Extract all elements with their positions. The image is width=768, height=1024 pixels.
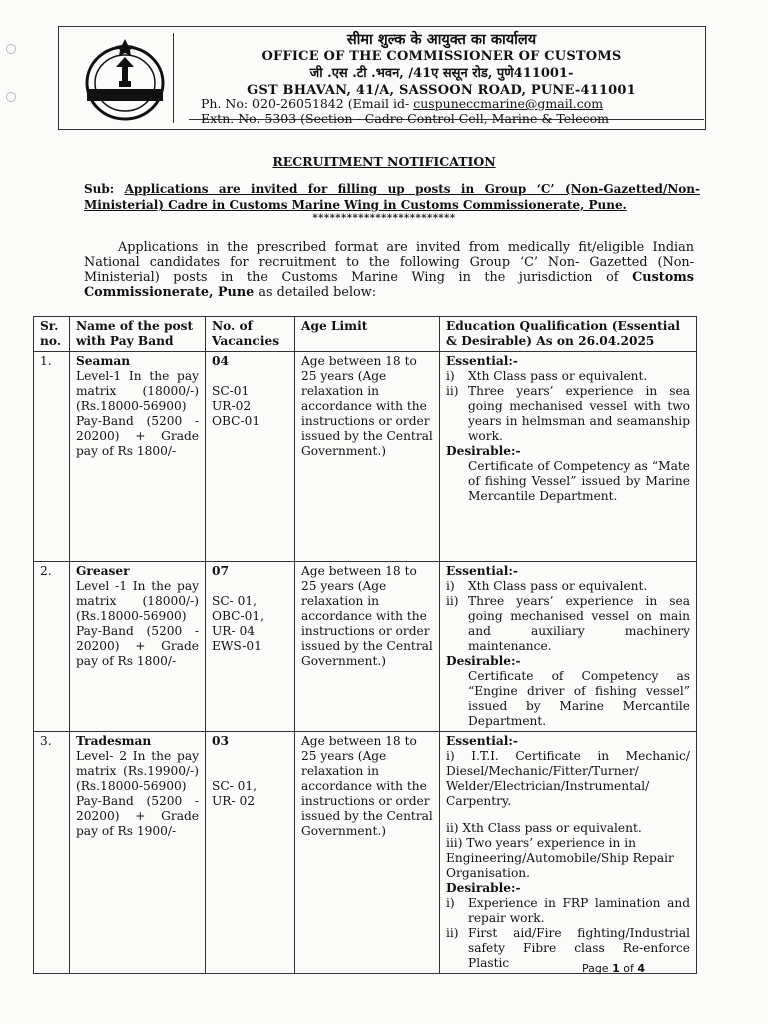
vacancy-break: EWS-01 [212,639,262,653]
notification-title: RECRUITMENT NOTIFICATION [272,154,496,169]
desirable-label: Desirable:- [446,654,521,668]
office-name: OFFICE OF THE COMMISSIONER OF CUSTOMS [261,49,622,64]
list-item: i) Xth Class pass or equivalent. [446,579,648,593]
cell-vacancies [206,562,295,732]
header-post: Name of the post with Pay Band [70,317,206,352]
post-name: Seaman [76,354,131,368]
customs-emblem [77,33,174,123]
desirable-text: Certificate of Competency as “Engine driver of fishing vessel” issued by Marine Mercantile Department. [468,669,690,728]
essential-label: Essential:- [446,354,518,368]
post-detail: Level -1 In the pay matrix (18000/-) (Rs.18000-56900) Pay-Band (5200 - 20200) + Grade pay of Rs 1800/- [76,579,199,668]
essential-label: Essential:- [446,734,518,748]
list-item: ii) First aid/Fire fighting/Industrial safety Fibre class Re-enforce Plastic [446,926,690,970]
header-vacancies: No. of Vacancies [206,317,295,352]
desirable-text: Certificate of Competency as “Mate of fishing Vessel” issued by Marine Mercantile Department. [468,459,690,503]
essential-item: ii) Xth Class pass or equivalent. [446,821,642,835]
essential-list [446,369,690,444]
subject-line [84,181,700,213]
phone-text: Ph. No: 020-26051842 (Email id- [201,96,414,111]
cell-vacancies [206,352,295,562]
desirable-list [446,896,690,971]
header-age: Age Limit [295,317,440,352]
vacancy-total: 03 [212,734,229,748]
cell-age: Age between 18 to 25 years (Age relaxation in accordance with the instructions or order issued by the Central Government.) [295,562,440,732]
vacancy-break: UR- 04 [212,624,255,638]
intro-paragraph: Applications in the prescribed format are invited from medically fit/eligible Indian National candidates for recruitment to the following Group ‘C’ Non- Gazetted (Non-Ministerial) posts in the Customs Marine Wing in the jurisdiction of Customs Commissionerate, Pune as detailed below: [84,240,694,300]
header-education: Education Qualification (Essential & Desirable) As on 26.04.2025 [440,317,697,352]
cell-post [70,562,206,732]
contact-info [201,96,609,126]
essential-item: iii) Two years’ experience in in Engineering/Automobile/Ship Repair Organisation. [446,836,674,880]
cell-age: Age between 18 to 25 years (Age relaxation in accordance with the instructions or order issued by the Central Government.) [295,732,440,974]
vacancy-break: SC- 01, [212,594,258,608]
office-address-hindi: जी .एस .टी .भवन, /41ए ससून रोड, पुणे411001- [309,66,574,81]
essential-iti: i) I.T.I. Certificate in Mechanic/ Diesel/Mechanic/Fitter/Turner/ Welder/Electrician/Instrumental/ Carpentry. [446,749,690,808]
punch-hole [6,92,16,102]
vacancy-break: SC-01 [212,384,250,398]
vacancy-total: 04 [212,354,229,368]
vacancy-break: UR-02 [212,399,252,413]
list-item: ii) Three years’ experience in sea going mechanised vessel on main and auxiliary machinery maintenance. [446,594,690,653]
table-row [34,732,697,974]
cell-post [70,352,206,562]
cell-education [440,562,697,732]
vacancy-break: SC- 01, [212,779,258,793]
list-item: i) Experience in FRP lamination and repair work. [446,896,690,925]
essential-list [446,579,690,654]
vacancy-total: 07 [212,564,229,578]
post-detail: Level- 2 In the pay matrix (Rs.19900/-) (Rs.18000-56900) Pay-Band (5200 - 20200) + Grade pay of Rs 1900/- [76,749,199,838]
office-name-hindi: सीमा शुल्क के आयुक्त का कार्यालय [346,31,537,48]
vacancy-table [33,316,697,974]
table-header-row [34,317,697,352]
vacancy-break: OBC-01, [212,609,264,623]
extension-line: Extn. No. 5303 (Section - Cadre Control Cell, Marine & Telecom [201,111,609,126]
table-row [34,562,697,732]
post-name: Greaser [76,564,130,578]
cell-age: Age between 18 to 25 years (Age relaxation in accordance with the instructions or order issued by the Central Government.) [295,352,440,562]
cell-sr: 3. [34,732,70,974]
office-heading [189,31,694,99]
post-detail: Level-1 In the pay matrix (18000/-) (Rs.18000-56900) Pay-Band (5200 - 20200) + Grade pay of Rs 1800/- [76,369,199,458]
phone-line [201,96,609,111]
header-sr: Sr. no. [34,317,70,352]
commissionerate-name: Customs Commissionerate, Pune [84,270,694,300]
email-link[interactable]: cuspuneccmarine@gmail.com [413,96,604,111]
list-item: ii) Three years’ experience in sea going mechanised vessel with two years in helmsman and seamanship work. [446,384,690,443]
cell-sr: 2. [34,562,70,732]
desirable-label: Desirable:- [446,881,521,895]
post-name: Tradesman [76,734,152,748]
subject-label: Sub: [84,182,125,196]
separator-stars: ************************* [312,213,456,224]
vacancy-break: UR- 02 [212,794,255,808]
essential-label: Essential:- [446,564,518,578]
cell-vacancies [206,732,295,974]
list-item: i) Xth Class pass or equivalent. [446,369,648,383]
desirable-label: Desirable:- [446,444,521,458]
table-row [34,352,697,562]
vacancy-break: OBC-01 [212,414,261,428]
customs-emblem-icon [79,37,171,121]
cell-sr: 1. [34,352,70,562]
cell-post [70,732,206,974]
cell-education [440,732,697,974]
office-address: GST BHAVAN, 41/A, SASSOON ROAD, PUNE-411001 [247,83,636,98]
cell-education [440,352,697,562]
page-number: Page 1 of 4 [581,962,645,975]
subject-text: Applications are invited for filling up posts in Group ‘C’ (Non-Gazetted/Non-Ministerial) Cadre in Customs Marine Wing in Customs Commissionerate, Pune. [84,182,700,212]
punch-hole [6,44,16,54]
